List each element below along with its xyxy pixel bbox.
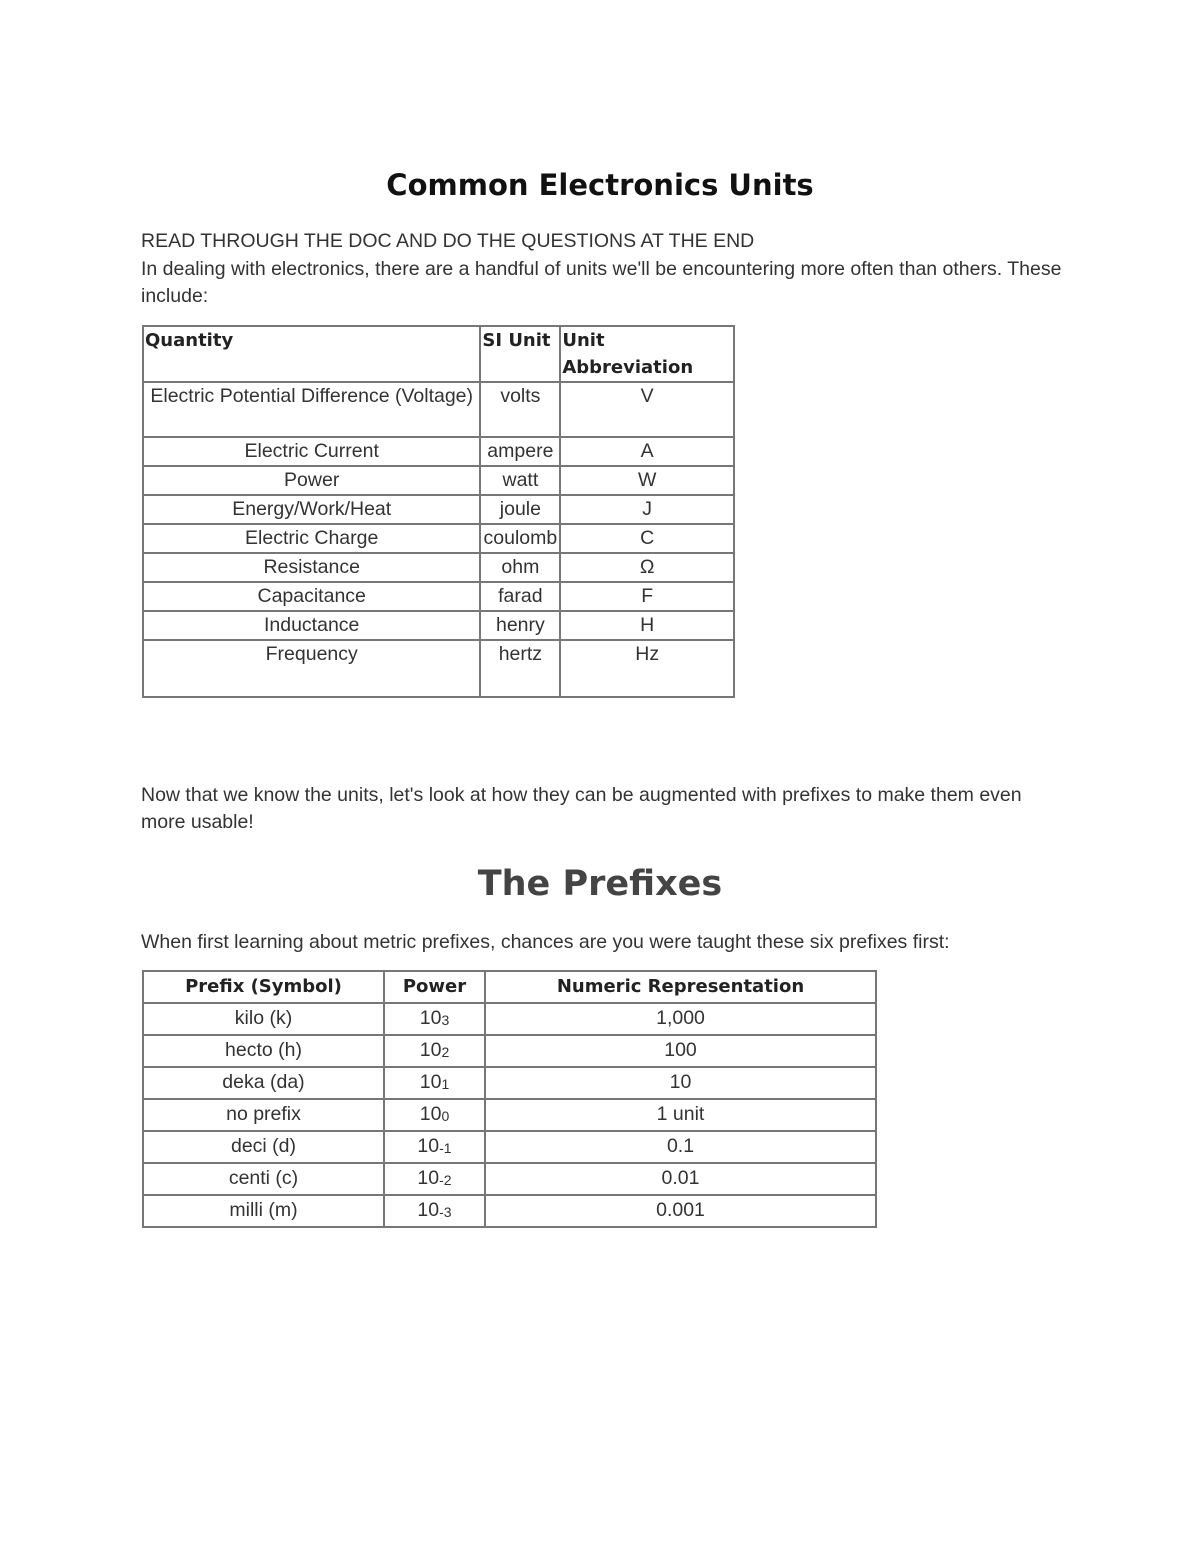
unit-cell: hertz [480, 640, 560, 697]
power-base: 10 [419, 1071, 442, 1093]
unit-cell: coulomb [480, 524, 560, 553]
abbreviation-cell: J [560, 495, 734, 524]
intro-paragraph: In dealing with electronics, there are a handful of units we'll be encountering more often than others. These include: [141, 258, 1062, 307]
abbreviation-cell: W [560, 466, 734, 495]
abbreviation-cell: A [560, 437, 734, 466]
numeric-cell: 1 unit [485, 1099, 876, 1131]
unit-cell: ohm [480, 553, 560, 582]
quantity-cell: Energy/Work/Heat [143, 495, 480, 524]
unit-cell: joule [480, 495, 560, 524]
column-header-si-unit: SI Unit [480, 326, 560, 382]
table-row [143, 640, 734, 697]
abbreviation-cell: Ω [560, 553, 734, 582]
power-cell [384, 1195, 485, 1227]
table-row [143, 1035, 876, 1067]
prefix-intro-paragraph: When first learning about metric prefixes, chances are you were taught these six prefixes first: [141, 931, 950, 953]
section-heading: The Prefixes [477, 864, 723, 904]
table-row [143, 524, 734, 553]
units-table [142, 325, 735, 698]
numeric-cell: 1,000 [485, 1003, 876, 1035]
unit-cell: watt [480, 466, 560, 495]
prefix-cell: no prefix [143, 1099, 384, 1131]
transition-paragraph: Now that we know the units, let's look at how they can be augmented with prefixes to make them even more usable! [141, 784, 1022, 833]
power-exponent: -2 [439, 1172, 452, 1188]
abbreviation-cell: C [560, 524, 734, 553]
table-row [143, 1131, 876, 1163]
column-header-numeric: Numeric Representation [485, 971, 876, 1003]
prefix-cell: deci (d) [143, 1131, 384, 1163]
power-exponent: 2 [441, 1044, 450, 1060]
quantity-cell: Electric Potential Difference (Voltage) [143, 382, 480, 437]
quantity-cell: Electric Charge [143, 524, 480, 553]
abbreviation-cell: F [560, 582, 734, 611]
table-row [143, 1003, 876, 1035]
table-row [143, 553, 734, 582]
power-base: 10 [419, 1039, 442, 1061]
table-header-row [143, 971, 876, 1003]
power-base: 10 [419, 1103, 442, 1125]
table-row [143, 611, 734, 640]
prefix-cell: centi (c) [143, 1163, 384, 1195]
prefix-table [142, 970, 877, 1228]
abbreviation-cell: Hz [560, 640, 734, 697]
numeric-cell: 100 [485, 1035, 876, 1067]
quantity-cell: Capacitance [143, 582, 480, 611]
table-row [143, 1067, 876, 1099]
power-exponent: 1 [441, 1076, 450, 1092]
table-row [143, 1163, 876, 1195]
instruction-text: READ THROUGH THE DOC AND DO THE QUESTIONS AT THE END [141, 230, 755, 252]
power-base: 10 [417, 1135, 440, 1157]
quantity-cell: Inductance [143, 611, 480, 640]
power-cell [384, 1163, 485, 1195]
column-header-quantity: Quantity [143, 326, 480, 382]
power-exponent: 3 [441, 1012, 450, 1028]
power-cell [384, 1067, 485, 1099]
table-row [143, 1195, 876, 1227]
column-header-prefix: Prefix (Symbol) [143, 971, 384, 1003]
table-row [143, 382, 734, 437]
numeric-cell: 10 [485, 1067, 876, 1099]
prefix-cell: deka (da) [143, 1067, 384, 1099]
power-base: 10 [419, 1007, 442, 1029]
power-exponent: -3 [439, 1204, 452, 1220]
unit-cell: henry [480, 611, 560, 640]
prefix-cell: milli (m) [143, 1195, 384, 1227]
power-cell [384, 1035, 485, 1067]
unit-cell: ampere [480, 437, 560, 466]
power-exponent: 0 [441, 1108, 450, 1124]
table-row [143, 466, 734, 495]
quantity-cell: Power [143, 466, 480, 495]
quantity-cell: Electric Current [143, 437, 480, 466]
power-cell [384, 1003, 485, 1035]
numeric-cell: 0.001 [485, 1195, 876, 1227]
power-exponent: -1 [439, 1140, 452, 1156]
power-base: 10 [417, 1199, 440, 1221]
column-header-power: Power [384, 971, 485, 1003]
numeric-cell: 0.01 [485, 1163, 876, 1195]
abbreviation-cell: H [560, 611, 734, 640]
abbreviation-cell: V [560, 382, 734, 437]
quantity-cell: Frequency [143, 640, 480, 697]
unit-cell: volts [480, 382, 560, 437]
table-row [143, 582, 734, 611]
page-title: Common Electronics Units [386, 168, 814, 202]
table-header-row [143, 326, 734, 382]
table-row [143, 437, 734, 466]
quantity-cell: Resistance [143, 553, 480, 582]
prefix-cell: hecto (h) [143, 1035, 384, 1067]
column-header-abbreviation: Unit Abbreviation [560, 326, 734, 382]
power-cell [384, 1131, 485, 1163]
prefix-cell: kilo (k) [143, 1003, 384, 1035]
power-base: 10 [417, 1167, 440, 1189]
table-row [143, 1099, 876, 1131]
numeric-cell: 0.1 [485, 1131, 876, 1163]
unit-cell: farad [480, 582, 560, 611]
table-row [143, 495, 734, 524]
power-cell [384, 1099, 485, 1131]
